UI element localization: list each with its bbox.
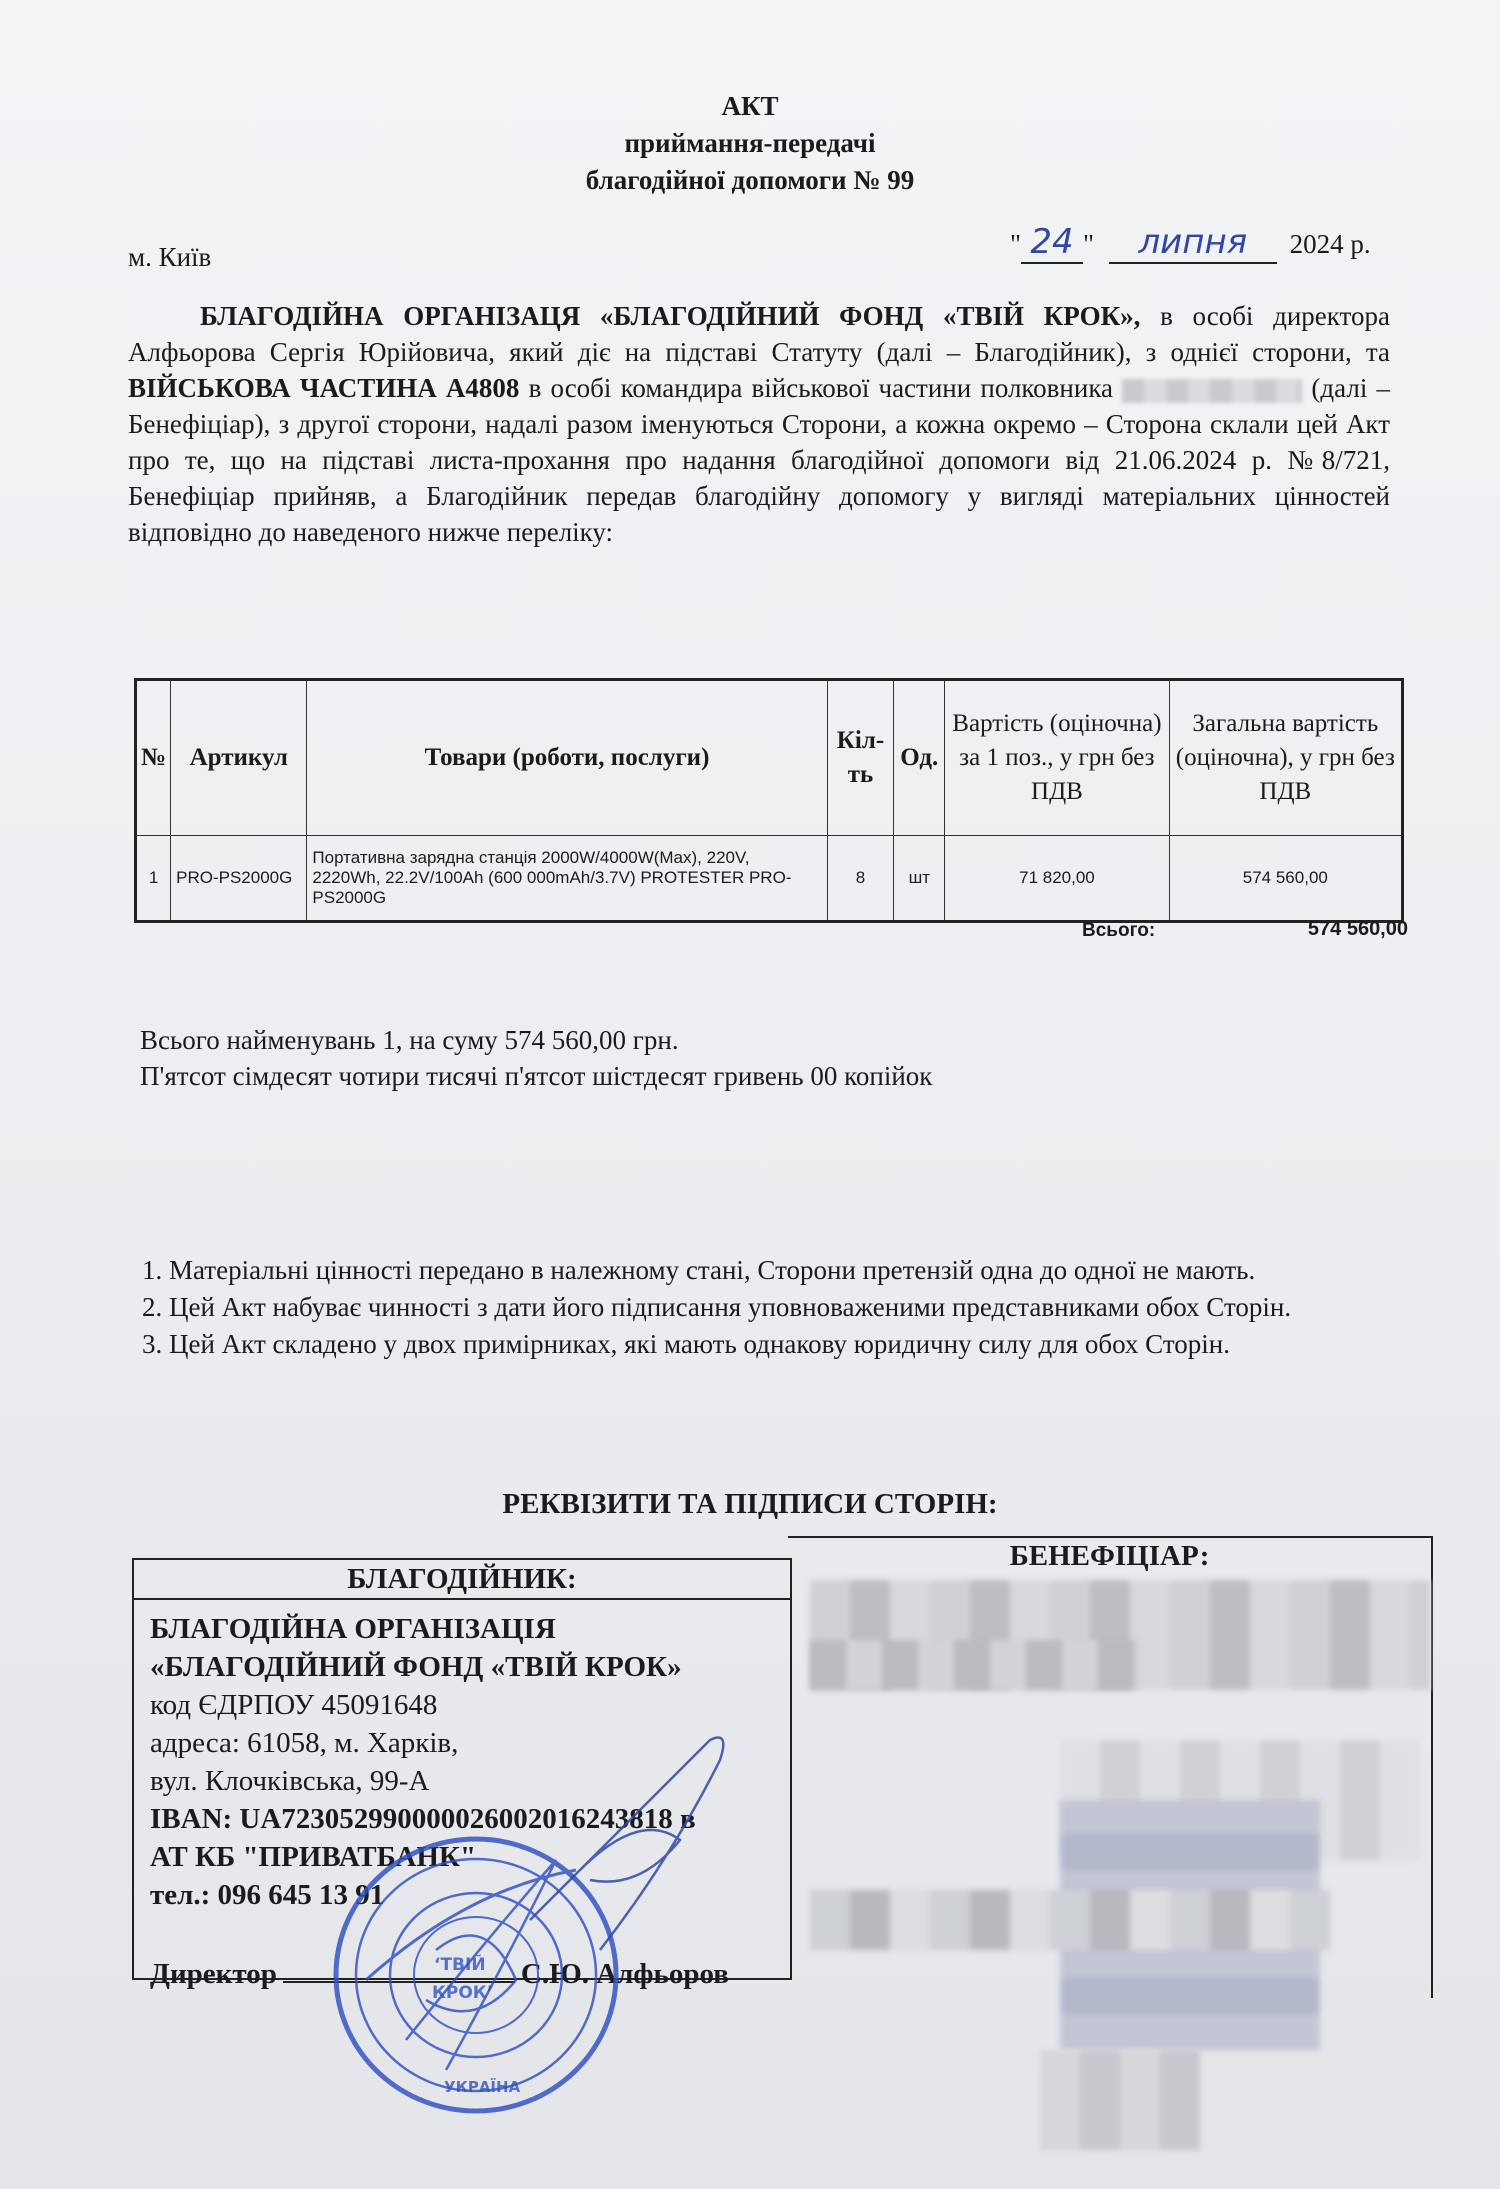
date-close-quote: " bbox=[1083, 229, 1095, 259]
redacted-name bbox=[1122, 379, 1302, 403]
cell-num: 1 bbox=[136, 836, 171, 922]
term-3: 3. Цей Акт складено у двох примірниках, які мають однакову юридичну силу для обох Сторін. bbox=[142, 1329, 1230, 1359]
term-1: 1. Матеріальні цінності передано в належному стані, Сторони претензій одна до одної не мають. bbox=[142, 1255, 1256, 1285]
date-year: 2024 р. bbox=[1289, 229, 1371, 259]
title-line-3: благодійної допомоги № 99 bbox=[585, 165, 915, 195]
col-goods-header: Товари (роботи, послуги) bbox=[307, 680, 827, 836]
svg-text:УКРАЇНА: УКРАЇНА bbox=[444, 2078, 521, 2096]
title-line-1: АКТ bbox=[721, 91, 779, 121]
preamble-text-3: (далі – Бенефіціар), з другої сторони, надалі разом іменуються Сторони, а кожна окремо – Сторона склали цей Акт про те, що на підставі листа-прохання про надання благодійної допомоги від 21.06.2024 р. №8/721, Бенефіціар прийняв, а Благодійник передав благодійну допомогу у вигляді матеріальних цінностей відповідно до наведеного нижче переліку: bbox=[128, 373, 1390, 547]
donor-address-2: вул. Клочківська, 99-А bbox=[150, 1765, 430, 1797]
table-row bbox=[136, 836, 1403, 922]
col-num-header: № bbox=[136, 680, 171, 836]
donor-name: БЛАГОДІЙНА ОРГАНІЗАЦЯ «БЛАГОДІЙНИЙ ФОНД «ТВІЙ КРОК», bbox=[200, 301, 1141, 331]
cell-price: 71 820,00 bbox=[945, 836, 1169, 922]
date-month-handwritten: липня bbox=[1138, 222, 1248, 262]
beneficiary-heading: БЕНЕФІЦІАР: bbox=[1009, 1540, 1210, 1572]
donor-address-1: адреса: 61058, м. Харків, bbox=[150, 1727, 459, 1759]
terms-list bbox=[140, 1252, 1422, 1363]
summary bbox=[140, 1022, 932, 1094]
cell-article: PRO-PS2000G bbox=[171, 836, 307, 922]
col-article-header: Артикул bbox=[171, 680, 307, 836]
title-line-2: приймання-передачі bbox=[624, 128, 876, 158]
date-open-quote: " bbox=[1010, 229, 1022, 259]
table-header-row bbox=[136, 680, 1403, 836]
date-day-handwritten: 24 bbox=[1030, 222, 1074, 262]
term-2: 2. Цей Акт набуває чинності з дати його підписання уповноваженими представниками обох Сторін. bbox=[142, 1292, 1292, 1322]
donor-code: код ЄДРПОУ 45091648 bbox=[150, 1689, 438, 1721]
requisites-title: РЕКВІЗИТИ ТА ПІДПИСИ СТОРІН: bbox=[502, 1488, 998, 1520]
svg-text:‘ТВІЙ: ‘ТВІЙ bbox=[434, 1955, 486, 1975]
svg-text:КРОК’: КРОК’ bbox=[432, 1983, 494, 2003]
cell-qty: 8 bbox=[827, 836, 894, 922]
col-qty-header: Кіл-ть bbox=[827, 680, 894, 836]
cell-unit: шт bbox=[894, 836, 945, 922]
total-label: Всього: bbox=[1082, 920, 1156, 941]
handwritten-signature-icon bbox=[520, 1720, 740, 1960]
summary-line-1: Всього найменувань 1, на суму 574 560,00 грн. bbox=[140, 1025, 679, 1055]
col-unit-header: Од. bbox=[894, 680, 945, 836]
preamble-text-1: в особі директора Алфьорова Сергія Юрійовича, який діє на підставі Статуту (далі – Благодійник), з однієї сторони, та bbox=[128, 301, 1390, 367]
donor-bank: АТ КБ "ПРИВАТБАНК" bbox=[150, 1841, 477, 1873]
beneficiary-unit: ВІЙСЬКОВА ЧАСТИНА А4808 bbox=[128, 373, 520, 403]
document-title bbox=[0, 88, 1500, 199]
goods-table bbox=[134, 678, 1404, 923]
col-total-header: Загальна вартість (оціночна), у грн без ПДВ bbox=[1169, 680, 1402, 836]
preamble-paragraph bbox=[128, 298, 1390, 550]
donor-phone: тел.: 096 645 13 91 bbox=[150, 1879, 385, 1911]
total-value: 574 560,00 bbox=[1307, 918, 1408, 940]
donor-org-line-1: БЛАГОДІЙНА ОРГАНІЗАЦІЯ bbox=[150, 1613, 556, 1645]
donor-heading: БЛАГОДІЙНИК: bbox=[134, 1560, 790, 1600]
donor-iban: IBAN: UA723052990000026002016243818 в bbox=[150, 1803, 696, 1835]
donor-org-line-2: «БЛАГОДІЙНИЙ ФОНД «ТВІЙ КРОК» bbox=[150, 1651, 682, 1683]
col-price-header: Вартість (оціночна) за 1 поз., у грн без ПДВ bbox=[945, 680, 1169, 836]
cell-total: 574 560,00 bbox=[1169, 836, 1402, 922]
preamble-text-2: в особі командира військової частини полковника bbox=[519, 373, 1114, 403]
summary-line-2: П'ятсот сімдесят чотири тисячі п'ятсот шістдесят гривень 00 копійок bbox=[140, 1061, 933, 1091]
director-label: Директор bbox=[150, 1958, 277, 1990]
place-of-signing: м. Київ bbox=[128, 242, 212, 272]
cell-goods: Портативна зарядна станція 2000W/4000W(Max), 220V, 2220Wh, 22.2V/100Ah (600 000mAh/3.7V) PROTESTER PRO-PS2000G bbox=[307, 836, 827, 922]
document-date bbox=[1010, 222, 1371, 264]
director-name: С.Ю. Алфьоров bbox=[520, 1958, 729, 1990]
